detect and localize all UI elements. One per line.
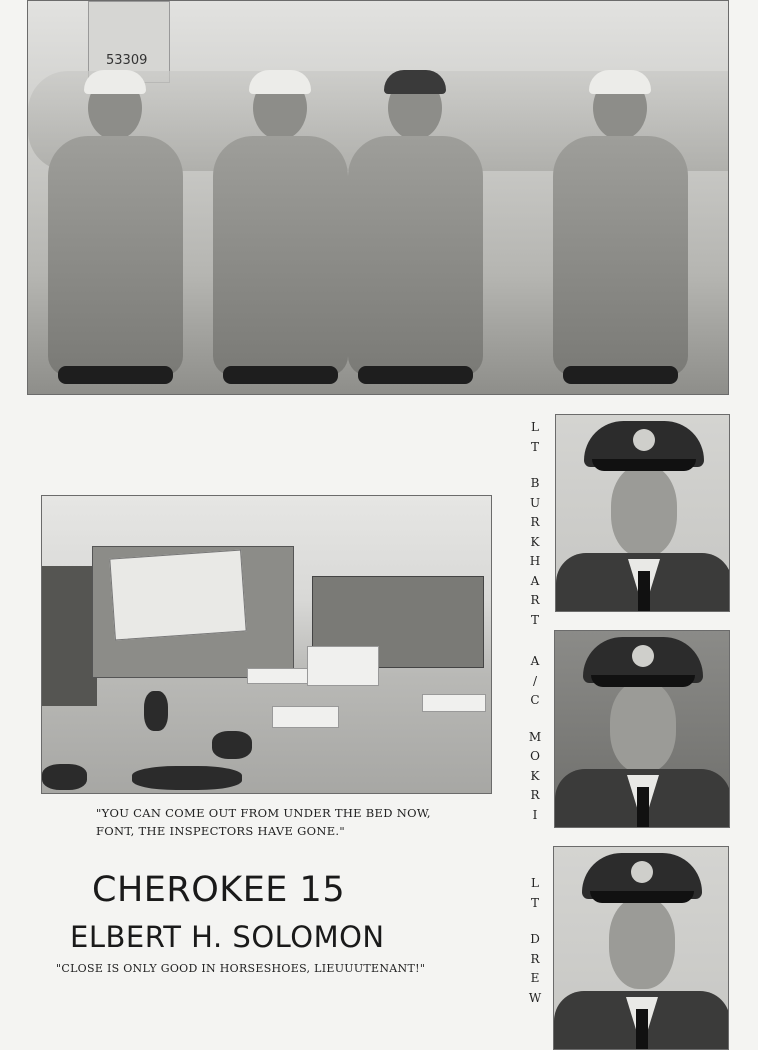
name-letter: L: [531, 876, 539, 890]
rank-label: [531, 418, 539, 457]
name-letter: C: [530, 693, 540, 707]
name-letter: A: [530, 654, 540, 668]
debris: [212, 731, 252, 759]
scattered-paper: [247, 668, 309, 684]
name-letter: A: [530, 573, 540, 588]
name-letter: R: [530, 515, 540, 529]
name-letter: H: [529, 554, 541, 568]
name-letter: R: [530, 788, 540, 802]
name-letter: L: [531, 420, 539, 434]
surname-label: [529, 728, 541, 826]
scattered-paper: [422, 694, 486, 712]
pilot-figure: [543, 76, 693, 376]
student-quote: "CLOSE IS ONLY GOOD IN HORSESHOES, LIEUUUTENANT!": [56, 962, 426, 975]
portrait-mokri: [554, 630, 730, 828]
portrait-burkhart: [555, 414, 730, 612]
debris: [132, 766, 242, 790]
rank-label: [530, 652, 539, 711]
pilot-figure: [338, 76, 488, 376]
name-letter: K: [530, 768, 540, 783]
surname-label: [530, 474, 540, 630]
name-letter: B: [530, 476, 540, 490]
scattered-paper: [307, 646, 379, 686]
scattered-paper: [272, 706, 339, 728]
name-letter: W: [528, 990, 542, 1005]
name-letter: O: [530, 749, 540, 763]
pilot-figure: [38, 76, 188, 376]
debris: [144, 691, 168, 731]
name-letter: T: [530, 612, 539, 627]
debris: [42, 764, 87, 790]
room-photo-caption: "YOU CAN COME OUT FROM UNDER THE BED NOW, FONT, THE INSPECTORS HAVE GONE.": [96, 806, 431, 838]
chart-paper: [109, 549, 246, 640]
call-sign-heading: CHEROKEE 15: [92, 870, 346, 910]
group-photo: [27, 0, 729, 395]
portrait-name-mokri: [524, 652, 546, 825]
room-photo: [41, 495, 492, 794]
name-letter: K: [530, 534, 540, 549]
name-letter: R: [530, 951, 540, 966]
name-letter: U: [529, 495, 541, 510]
student-name-heading: ELBERT H. SOLOMON: [70, 920, 385, 954]
rank-label: [531, 874, 539, 913]
pilot-figure: [203, 76, 353, 376]
chair: [42, 566, 97, 706]
portrait-name-burkhart: [524, 418, 546, 630]
name-letter: E: [530, 971, 540, 985]
tail-number: 53309: [106, 53, 148, 68]
name-letter: T: [530, 439, 539, 454]
name-letter: R: [530, 593, 540, 607]
name-letter: I: [532, 807, 538, 822]
name-letter: D: [530, 932, 540, 946]
name-letter: T: [530, 895, 539, 910]
name-letter: M: [528, 729, 542, 744]
name-letter: /: [532, 673, 538, 688]
portrait-drew: [553, 846, 729, 1050]
portrait-name-drew: [524, 874, 546, 1008]
surname-label: [529, 930, 541, 1008]
